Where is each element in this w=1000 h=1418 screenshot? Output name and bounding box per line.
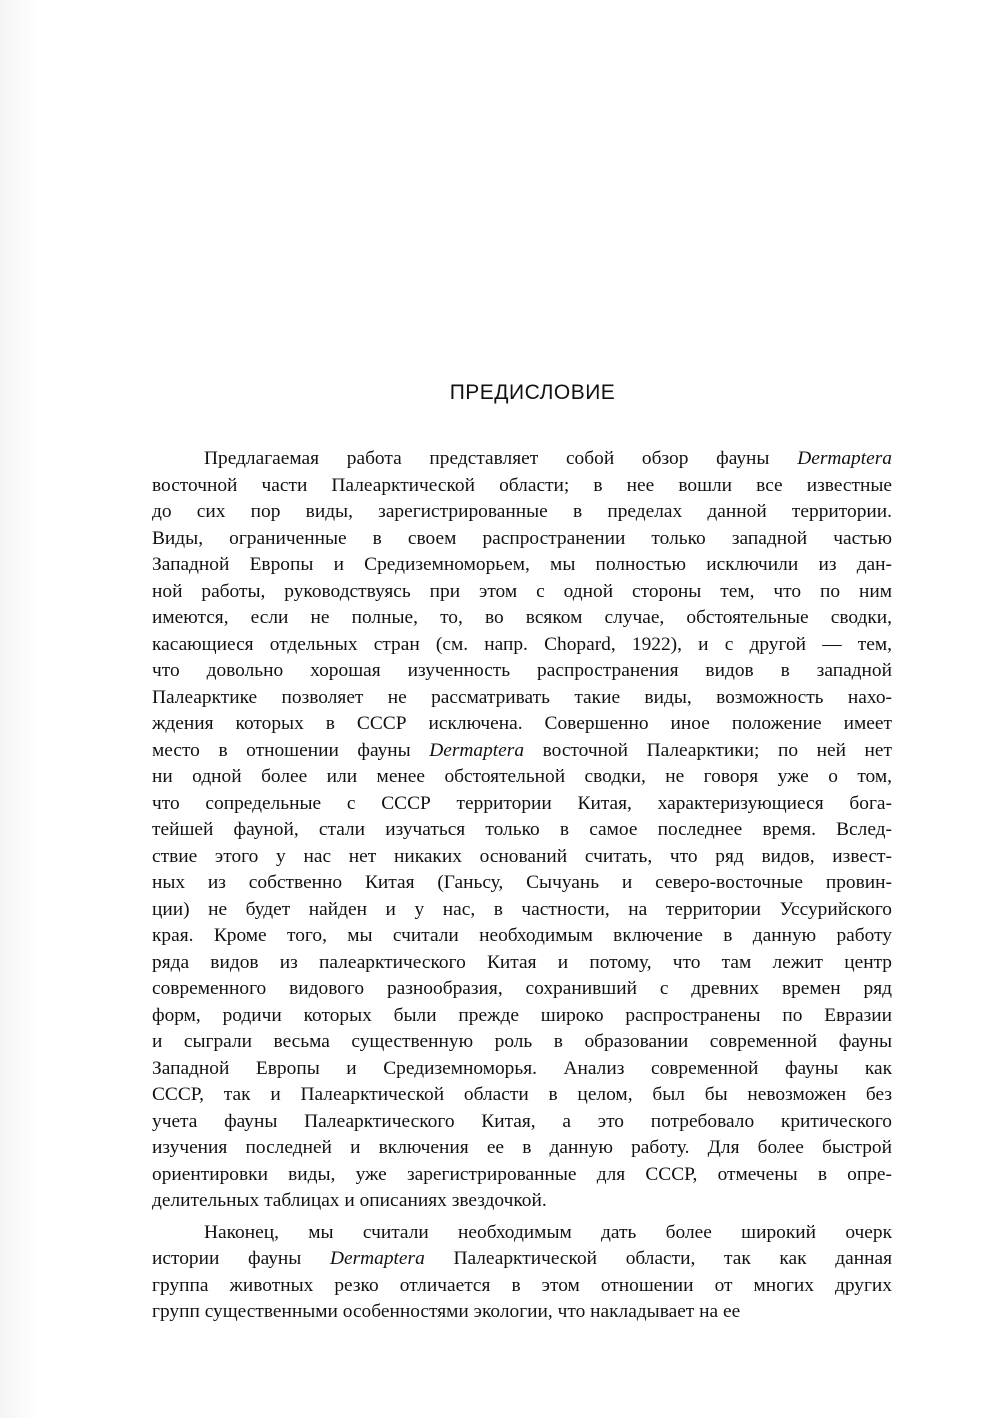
paragraph-intro bbox=[152, 446, 892, 1215]
text-line: до сих пор виды, зарегистрированные в пределах данной территории. bbox=[152, 501, 892, 522]
text-line: ных из собственно Китая (Ганьсу, Сычуань и северо-восточные провин- bbox=[152, 872, 892, 893]
text-line: что довольно хорошая изученность распространения видов в западной bbox=[152, 660, 892, 681]
text-line: Наконец, мы считали необходимым дать более широкий очерк bbox=[204, 1221, 892, 1243]
text-line: учета фауны Палеарктического Китая, а это потребовало критического bbox=[152, 1110, 892, 1132]
text-line: группа животных резко отличается в этом отношении от многих других bbox=[152, 1274, 892, 1296]
text-line: изучения последней и включения ее в данную работу. Для более быстрой bbox=[152, 1137, 892, 1158]
text-line: ориентировки виды, уже зарегистрированные для СССР, отмечены в опре- bbox=[152, 1163, 892, 1185]
text-line: истории фауны Dermaptera Палеарктической области, так как данная bbox=[152, 1248, 893, 1269]
text-line: ной работы, руководствуясь при этом с одной стороны тем, что по ним bbox=[152, 580, 892, 602]
text-line: что сопредельные с СССР территории Китая, характеризующиеся бога- bbox=[152, 792, 892, 814]
scan-shadow bbox=[0, 0, 38, 1418]
text-line: ни одной более или менее обстоятельной сводки, не говоря уже о том, bbox=[152, 766, 892, 787]
text-line: СССР, так и Палеарктической области в целом, был бы невозможен без bbox=[152, 1084, 892, 1105]
text-line: ствие этого у нас нет никаких оснований считать, что ряд видов, извест- bbox=[152, 845, 892, 867]
text-line: тейшей фауной, стали изучаться только в самое последнее время. Вслед- bbox=[152, 819, 892, 840]
text-line: Западной Европы и Средиземноморья. Анализ современной фауны как bbox=[152, 1057, 892, 1079]
text-line: ции) не будет найден и у нас, в частности, на территории Уссурийского bbox=[152, 898, 892, 920]
text-line: место в отношении фауны Dermaptera восточной Палеарктики; по ней нет bbox=[152, 739, 892, 761]
text-line: Палеарктике позволяет не рассматривать такие виды, возможность нахо- bbox=[152, 686, 892, 708]
text-line: восточной части Палеарктической области; в нее вошли все известные bbox=[152, 474, 892, 496]
text-line: края. Кроме того, мы считали необходимым включение в данную работу bbox=[152, 925, 892, 946]
text-line: форм, родичи которых были прежде широко распространены по Евразии bbox=[152, 1004, 892, 1026]
text-line: Виды, ограниченные в своем распространении только западной частью bbox=[152, 527, 892, 549]
text-line: ждения которых в СССР исключена. Совершенно иное положение имеет bbox=[152, 713, 892, 734]
text-line: ряда видов из палеарктического Китая и потому, что там лежит центр bbox=[152, 951, 892, 973]
text-line: делительных таблицах и описаниях звездочкой. bbox=[152, 1190, 547, 1211]
page-title: ПРЕДИСЛОВИЕ bbox=[449, 381, 616, 404]
body-text bbox=[152, 446, 892, 1326]
text-line: и сыграли весьма существенную роль в образовании современной фауны bbox=[152, 1031, 892, 1052]
text-line: групп существенными особенностями экологии, что накладывает на ее bbox=[152, 1301, 741, 1322]
text-line: имеются, если не полные, то, во всяком случае, обстоятельные сводки, bbox=[152, 607, 892, 628]
text-line: касающиеся отдельных стран (см. напр. Chopard, 1922), и с другой — тем, bbox=[152, 633, 892, 655]
text-line: современного видового разнообразия, сохранивший с древних времен ряд bbox=[152, 978, 892, 999]
text-line: Предлагаемая работа представляет собой обзор фауны Dermaptera bbox=[204, 448, 892, 469]
paragraph-history bbox=[152, 1220, 892, 1326]
text-line: Западной Европы и Средиземноморьем, мы полностью исключили из дан- bbox=[152, 554, 892, 575]
